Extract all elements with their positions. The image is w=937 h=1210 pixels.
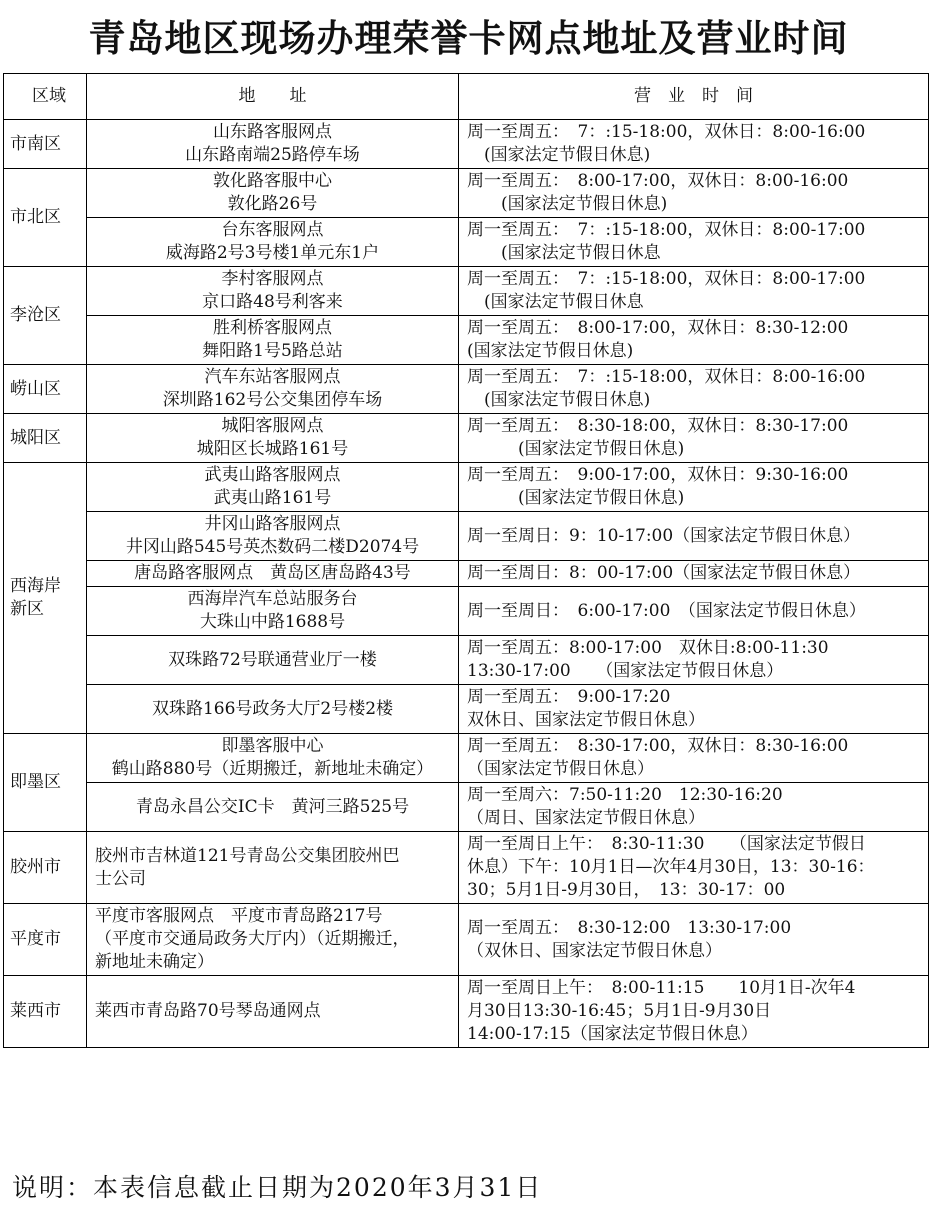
region-cell: 莱西市 [4, 976, 87, 1048]
address-line: 山东路南端25路停车场 [185, 145, 360, 165]
region-label-line: 新区 [10, 599, 44, 619]
address-cell [87, 169, 459, 218]
hours-line: (国家法定节假日休息) [467, 488, 685, 508]
address-line: 双珠路72号联通营业厅一楼 [168, 649, 377, 670]
table-row [4, 734, 929, 783]
hours-line: 周一至周五： 7：:15-18:00，双休日：8:00-17:00 [467, 269, 866, 289]
address-line: 胜利桥客服网点 [213, 318, 332, 338]
address-line: 武夷山路客服网点 [204, 465, 341, 485]
table-row [4, 685, 929, 734]
hours-cell [459, 512, 929, 561]
address-line: 井冈山路客服网点 [204, 514, 341, 534]
hours-line: 周一至周五：8:00-17:00 双休日:8:00-11:30 [467, 638, 829, 658]
address-line: 平度市客服网点 平度市青岛路217号 [95, 906, 383, 926]
address-line: 山东路客服网点 [213, 122, 332, 142]
address-line: 敦化路26号 [227, 194, 318, 214]
hours-line: 周一至周五： 8:30-17:00，双休日：8:30-16:00 [467, 736, 849, 756]
hours-cell [459, 832, 929, 904]
hours-line: (国家法定节假日休息) [467, 194, 668, 214]
address-line: 即墨客服中心 [221, 736, 324, 756]
footnote: 说明：本表信息截止日期为2020年3月31日 [12, 1173, 543, 1202]
hours-line: 周一至周五： 7：:15-18:00，双休日：8:00-16:00 [467, 122, 866, 142]
hours-line: 周一至周五： 8:30-18:00，双休日：8:30-17:00 [467, 416, 849, 436]
address-cell [87, 218, 459, 267]
table-row [4, 832, 929, 904]
region-cell: 胶州市 [4, 832, 87, 904]
address-line: 李村客服网点 [221, 269, 324, 289]
page-title: 青岛地区现场办理荣誉卡网点地址及营业时间 [88, 16, 849, 60]
hours-cell [459, 904, 929, 976]
table-row [4, 783, 929, 832]
address-line: 莱西市青岛路70号琴岛通网点 [95, 1001, 321, 1021]
address-cell [87, 734, 459, 783]
hours-cell [459, 685, 929, 734]
address-line: 城阳区长城路161号 [196, 439, 349, 459]
table-row [4, 120, 929, 169]
hours-line: 30；5月1日-9月30日， 13：30-17：00 [467, 880, 786, 900]
hours-cell [459, 734, 929, 783]
address-cell [87, 636, 459, 685]
hours-cell [459, 267, 929, 316]
address-cell [87, 587, 459, 636]
table-row [4, 414, 929, 463]
hours-cell [459, 463, 929, 512]
table-row [4, 169, 929, 218]
hours-line: (国家法定节假日休息) [467, 439, 685, 459]
address-line: 士公司 [95, 868, 146, 889]
region-cell: 平度市 [4, 904, 87, 976]
hours-cell [459, 169, 929, 218]
hours-cell [459, 636, 929, 685]
region-cell [4, 463, 87, 734]
address-cell [87, 365, 459, 414]
address-cell [87, 832, 459, 904]
table-row [4, 218, 929, 267]
hours-cell [459, 365, 929, 414]
address-line: （平度市交通局政务大厅内）（近期搬迁， [95, 929, 410, 949]
table-row [4, 463, 929, 512]
hours-line: 周一至周日上午： 8:00-11:15 10月1日-次年4 [467, 978, 856, 998]
hours-line: 周一至周五： 7：:15-18:00，双休日：8:00-17:00 [467, 220, 866, 240]
region-cell: 城阳区 [4, 414, 87, 463]
hours-cell [459, 316, 929, 365]
address-line: 城阳客服网点 [221, 416, 324, 436]
table-header-row [4, 74, 929, 120]
address-line: 鹤山路880号（近期搬迁，新地址未确定） [111, 759, 434, 779]
address-cell [87, 316, 459, 365]
address-cell [87, 561, 459, 587]
table-row [4, 561, 929, 587]
hours-line: (国家法定节假日休息) [467, 145, 651, 165]
hours-cell [459, 976, 929, 1048]
hours-line: （周日、国家法定节假日休息） [467, 808, 705, 828]
address-line: 新地址未确定） [95, 952, 214, 972]
table-row [4, 267, 929, 316]
hours-line: 周一至周五： 9:00-17:20 [467, 687, 671, 707]
table-row [4, 587, 929, 636]
hours-line: 周一至周五： 8:30-12:00 13:30-17:00 [467, 917, 792, 938]
table-row [4, 976, 929, 1048]
region-cell: 市南区 [4, 120, 87, 169]
hours-line: 13:30-17:00 （国家法定节假日休息） [467, 661, 784, 681]
address-line: 唐岛路客服网点 黄岛区唐岛路43号 [134, 563, 411, 583]
table-row [4, 512, 929, 561]
hours-line: (国家法定节假日休息) [467, 341, 634, 361]
header-hours: 营 业 时 间 [459, 74, 929, 120]
address-line: 威海路2号3号楼1单元东1户 [165, 243, 380, 263]
address-line: 双珠路166号政务大厅2号楼2楼 [151, 698, 394, 719]
address-line: 舞阳路1号5路总站 [202, 341, 343, 361]
region-cell: 崂山区 [4, 365, 87, 414]
hours-line: 周一至周日上午： 8:30-11:30 （国家法定节假日 [467, 834, 866, 854]
address-line: 敦化路客服中心 [213, 171, 332, 191]
region-cell: 李沧区 [4, 267, 87, 365]
hours-cell [459, 120, 929, 169]
table-row [4, 636, 929, 685]
hours-cell [459, 587, 929, 636]
address-line: 深圳路162号公交集团停车场 [162, 390, 383, 410]
address-cell [87, 685, 459, 734]
hours-cell [459, 783, 929, 832]
region-label-line: 西海岸 [10, 576, 61, 596]
hours-line: 周一至周日：9：10-17:00（国家法定节假日休息） [467, 525, 861, 546]
hours-line: 周一至周五： 9:00-17:00，双休日：9:30-16:00 [467, 465, 849, 485]
address-cell [87, 463, 459, 512]
hours-cell [459, 561, 929, 587]
address-cell [87, 414, 459, 463]
address-line: 汽车东站客服网点 [204, 367, 341, 387]
address-cell [87, 783, 459, 832]
address-line: 台东客服网点 [221, 220, 324, 240]
table-row [4, 904, 929, 976]
hours-line: (国家法定节假日休息 [467, 243, 661, 263]
outlet-table [3, 73, 929, 1048]
address-cell [87, 976, 459, 1048]
hours-cell [459, 218, 929, 267]
header-address: 地 址 [87, 74, 459, 120]
address-line: 京口路48号利客来 [202, 292, 343, 312]
hours-line: 双休日、国家法定节假日休息） [467, 710, 705, 730]
address-line: 胶州市吉林道121号青岛公交集团胶州巴 [95, 845, 400, 866]
hours-line: 周一至周五： 8:00-17:00，双休日：8:30-12:00 [467, 318, 849, 338]
hours-cell [459, 414, 929, 463]
address-line: 大珠山中路1688号 [199, 612, 346, 632]
hours-line: 周一至周五： 8:00-17:00，双休日：8:00-16:00 [467, 171, 849, 191]
header-region: 区域 [4, 74, 87, 120]
hours-line: （国家法定节假日休息） [467, 759, 654, 779]
region-cell: 市北区 [4, 169, 87, 267]
hours-line: 周一至周日： 6:00-17:00 （国家法定节假日休息） [467, 600, 866, 621]
table-row [4, 316, 929, 365]
address-line: 井冈山路545号英杰数码二楼D2074号 [125, 537, 420, 557]
hours-line: 休息）下午：10月1日—次年4月30日，13：30-16： [467, 857, 875, 877]
hours-line: 周一至周六：7:50-11:20 12:30-16:20 [467, 785, 783, 805]
address-line: 青岛永昌公交IC卡 黄河三路525号 [135, 796, 410, 817]
hours-line: 14:00-17:15（国家法定节假日休息） [467, 1024, 758, 1044]
hours-line: (国家法定节假日休息) [467, 390, 651, 410]
address-cell [87, 120, 459, 169]
address-line: 武夷山路161号 [213, 488, 332, 508]
table-row [4, 365, 929, 414]
address-cell [87, 267, 459, 316]
hours-line: 周一至周五： 7：:15-18:00，双休日：8:00-16:00 [467, 367, 866, 387]
region-cell: 即墨区 [4, 734, 87, 832]
hours-line: (国家法定节假日休息 [467, 292, 644, 312]
hours-line: （双休日、国家法定节假日休息） [467, 940, 722, 961]
address-line: 西海岸汽车总站服务台 [187, 589, 358, 609]
address-cell [87, 904, 459, 976]
hours-line: 月30日13:30-16:45；5月1日-9月30日 [467, 1001, 772, 1021]
address-cell [87, 512, 459, 561]
hours-line: 周一至周日：8：00-17:00（国家法定节假日休息） [467, 563, 861, 583]
